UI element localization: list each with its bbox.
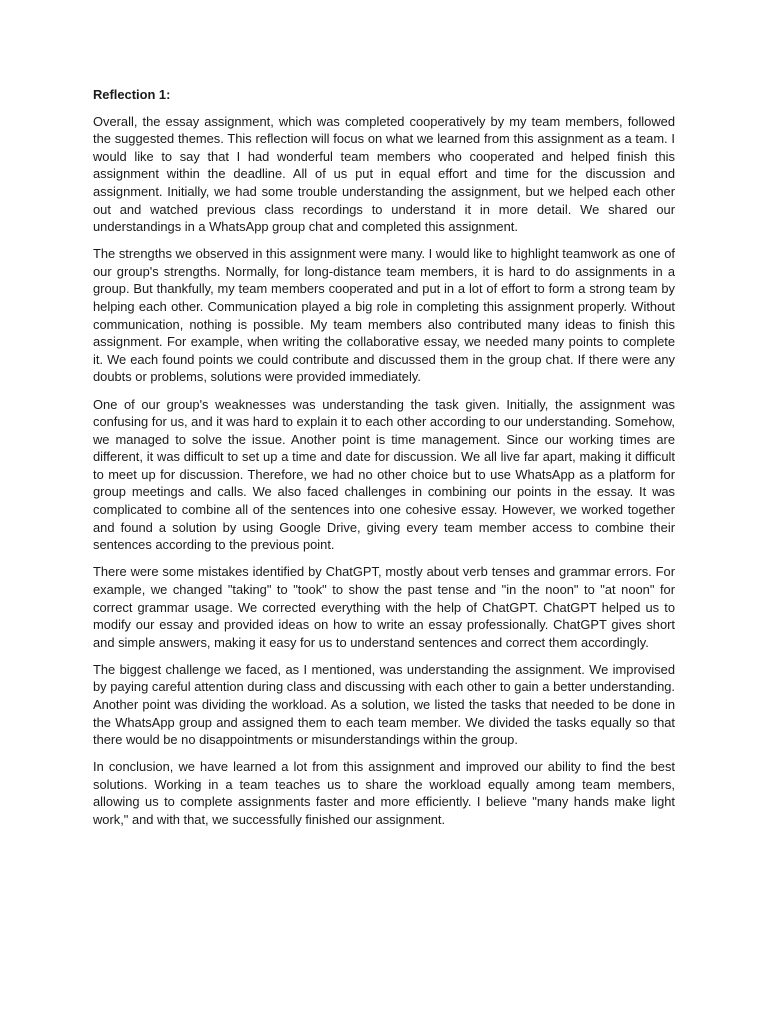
document-page: [93, 86, 675, 838]
paragraph-introduction: Overall, the essay assignment, which was completed cooperatively by my team members, followed the suggested themes. This reflection will focus on what we learned from this assignment as a team. I would like to say that I had wonderful team members who cooperated and helped finish this assignment within the deadline. All of us put in equal effort and time for the discussion and assignment. Initially, we had some trouble understanding the assignment, but we helped each other out and watched previous class recordings to understand it in more detail. We shared our understandings in a WhatsApp group chat and completed this assignment.: [93, 113, 675, 235]
document-heading: Reflection 1:: [93, 87, 171, 102]
paragraph-strengths: The strengths we observed in this assignment were many. I would like to highlight teamwork as one of our group's strengths. Normally, for long-distance team members, it is hard to do assignments in a group. But thankfully, my team members cooperated and put in a lot of effort to form a strong team by helping each other. Communication played a big role in completing this assignment properly. Without communication, nothing is possible. My team members also contributed many ideas to finish this assignment. For example, when writing the collaborative essay, we needed many points to complete it. We each found points we could contribute and discussed them in the group chat. If there were any doubts or problems, solutions were provided immediately.: [93, 246, 675, 385]
paragraph-challenges: The biggest challenge we faced, as I mentioned, was understanding the assignment. We improvised by paying careful attention during class and discussing with each other to gain a better understanding. Another point was dividing the workload. As a solution, we listed the tasks that needed to be done in the WhatsApp group and assigned them to each team member. We divided the tasks equally so that there would be no disappointments or misunderstandings within the group.: [93, 661, 675, 748]
paragraph-conclusion: In conclusion, we have learned a lot from this assignment and improved our ability to find the best solutions. Working in a team teaches us to share the workload equally among team members, allowing us to complete assignments faster and more efficiently. I believe "many hands make light work," and with that, we successfully finished our assignment.: [93, 759, 675, 828]
paragraph-mistakes: There were some mistakes identified by ChatGPT, mostly about verb tenses and grammar errors. For example, we changed "taking" to "took" to show the past tense and "in the noon" to "at noon" for correct grammar usage. We corrected everything with the help of ChatGPT. ChatGPT helped us to modify our essay and provided ideas on how to write an essay professionally. ChatGPT gives short and simple answers, making it easy for us to understand sentences and correct them accordingly.: [93, 564, 675, 650]
paragraph-weaknesses: One of our group's weaknesses was understanding the task given. Initially, the assignment was confusing for us, and it was hard to explain it to each other according to our understanding. Somehow, we managed to solve the issue. Another point is time management. Since our working times are different, it was difficult to set up a time and date for discussion. We all live far apart, making it difficult to meet up for discussion. Therefore, we had no other choice but to use WhatsApp as a platform for group meetings and calls. We also faced challenges in combining our points in the essay. It was complicated to combine all of the sentences into one cohesive essay. However, we worked together and found a solution by using Google Drive, giving every team member access to combine their sentences according to the previous point.: [93, 396, 675, 553]
